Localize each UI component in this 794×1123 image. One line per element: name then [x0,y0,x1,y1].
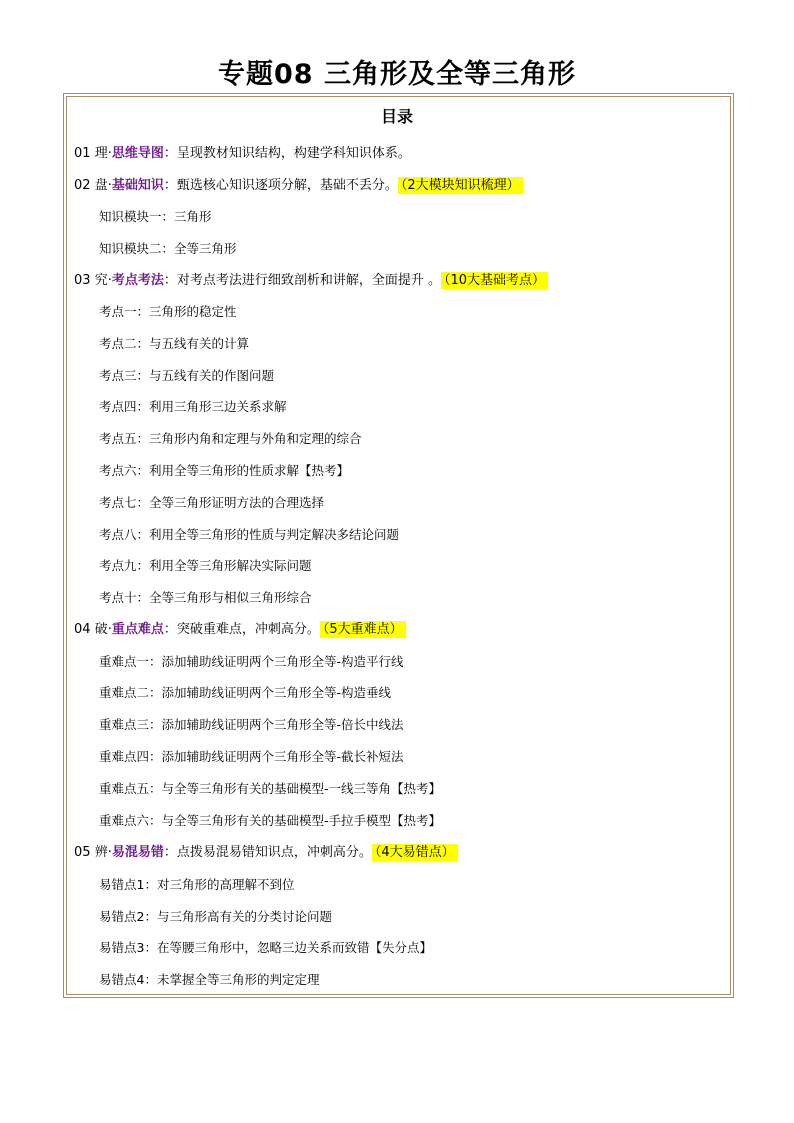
list-item[interactable]: 考点一：三角形的稳定性 [99,304,237,319]
section-highlight: （4大易错点） [372,844,458,861]
list-item[interactable]: 考点八：利用全等三角形的性质与判定解决多结论问题 [99,527,400,542]
section-02 [74,177,523,195]
list-item[interactable]: 重难点二：添加辅助线证明两个三角形全等-构造垂线 [99,685,392,700]
list-item[interactable]: 考点四：利用三角形三边关系求解 [99,399,287,414]
list-item[interactable]: 易错点1：对三角形的高理解不到位 [99,877,295,892]
list-item[interactable]: 考点十：全等三角形与相似三角形综合 [99,590,312,605]
list-item[interactable]: 重难点一：添加辅助线证明两个三角形全等-构造平行线 [99,654,404,669]
list-item[interactable]: 考点三：与五线有关的作图问题 [99,368,275,383]
list-item[interactable]: 考点五：三角形内角和定理与外角和定理的综合 [99,431,362,446]
section-highlight: （2大模块知识梳理） [398,177,523,194]
section-05 [74,844,458,862]
section-sep: · [107,178,112,193]
section-name[interactable]: 易混易错 [111,845,164,860]
list-item[interactable]: 重难点六：与全等三角形有关的基础模型-手拉手模型【热考】 [99,813,442,828]
section-highlight: （5大重难点） [320,621,406,638]
section-verb: 理 [94,146,108,161]
section-num: 03 [74,273,91,288]
section-name[interactable]: 基础知识 [111,178,164,193]
section-num: 01 [74,146,91,161]
section-name[interactable]: 考点考法 [111,273,164,288]
section-verb: 辨 [94,845,108,860]
section-desc: ：点拨易混易错知识点，冲刺高分。 [163,845,372,860]
page-title: 专题08 三角形及全等三角形 [218,59,576,90]
section-sep: · [107,146,112,161]
section-03 [74,272,548,290]
section-04 [74,621,406,639]
list-item[interactable]: 重难点三：添加辅助线证明两个三角形全等-倍长中线法 [99,717,404,732]
section-num: 02 [74,178,91,193]
section-desc: ：对考点考法进行细致剖析和讲解，全面提升 。 [163,273,441,288]
section-num: 05 [74,845,91,860]
toc-box [63,93,734,998]
section-01 [74,145,411,163]
section-sep: · [107,845,112,860]
list-item[interactable]: 易错点4：未掌握全等三角形的判定定理 [99,972,320,987]
section-sep: · [107,622,112,637]
list-item[interactable]: 考点九：利用全等三角形解决实际问题 [99,558,312,573]
section-name[interactable]: 思维导图 [111,146,164,161]
toc-title: 目录 [380,107,413,126]
section-sep: · [107,273,112,288]
list-item[interactable]: 重难点五：与全等三角形有关的基础模型-一线三等角【热考】 [99,781,442,796]
section-name[interactable]: 重点难点 [111,622,164,637]
section-verb: 究 [94,273,108,288]
section-verb: 破 [94,622,108,637]
list-item[interactable]: 知识模块二：全等三角形 [99,241,237,256]
list-item[interactable]: 知识模块一：三角形 [99,209,212,224]
list-item[interactable]: 考点六：利用全等三角形的性质求解【热考】 [99,463,350,478]
section-num: 04 [74,622,91,637]
list-item[interactable]: 易错点3：在等腰三角形中，忽略三边关系而致错【失分点】 [99,940,432,955]
list-item[interactable]: 易错点2：与三角形高有关的分类讨论问题 [99,909,332,924]
section-desc: ：呈现教材知识结构，构建学科知识体系。 [163,146,411,161]
list-item[interactable]: 考点七：全等三角形证明方法的合理选择 [99,495,325,510]
list-item[interactable]: 重难点四：添加辅助线证明两个三角形全等-截长补短法 [99,749,404,764]
section-desc: ：突破重难点，冲刺高分。 [163,622,320,637]
list-item[interactable]: 考点二：与五线有关的计算 [99,336,250,351]
section-verb: 盘 [94,178,108,193]
section-desc: ：甄选核心知识逐项分解，基础不丢分。 [163,178,398,193]
section-highlight: （10大基础考点） [441,272,548,289]
